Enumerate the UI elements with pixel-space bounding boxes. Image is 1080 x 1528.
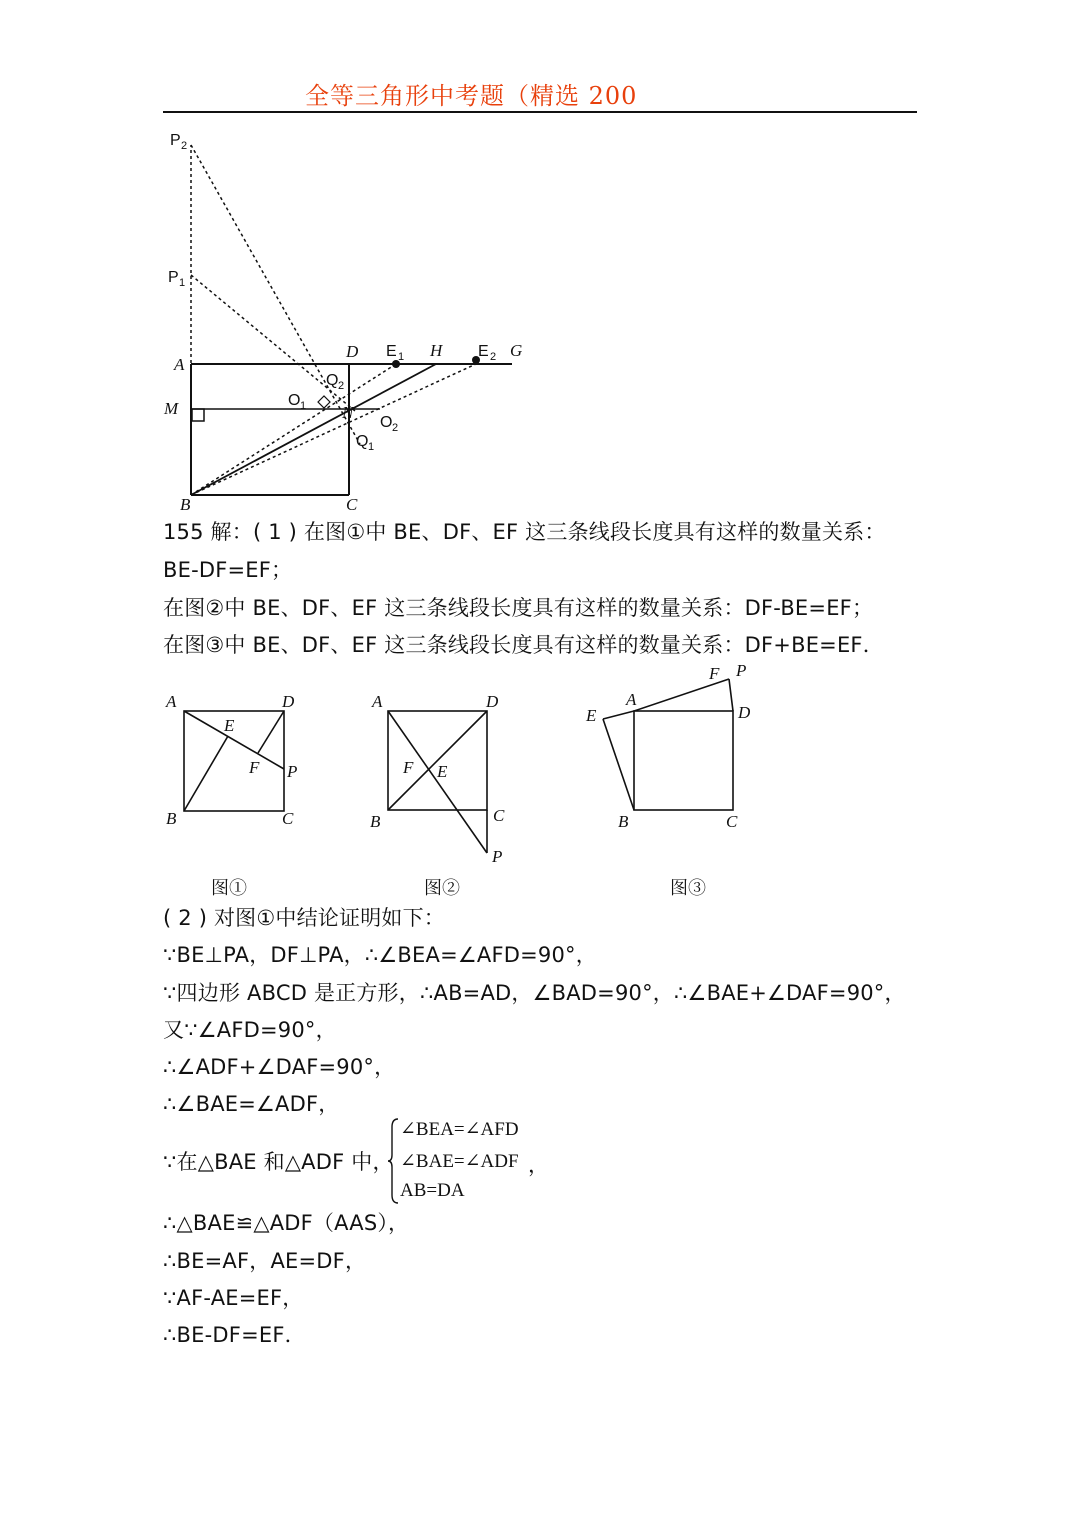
label-p1: P — [168, 269, 179, 286]
label-q2: Q — [326, 372, 339, 389]
fig1-label-b: B — [166, 809, 177, 828]
proof-line-6: ∴∠BAE=∠ADF， — [163, 1092, 340, 1116]
proof-line-11: ∴BE-DF=EF． — [163, 1323, 306, 1347]
fig2-label-p: P — [492, 847, 503, 866]
proof-line-1: ( 2 ) 对图①中结论证明如下： — [163, 906, 445, 930]
fig2-label-f: F — [403, 758, 414, 777]
fig1-label-a: A — [166, 692, 177, 711]
fig1-line-be — [184, 736, 228, 811]
fig2-caption: 图② — [424, 878, 460, 899]
label-e2: E — [478, 343, 489, 360]
proof-line-2: ∵BE⊥PA，DF⊥PA，∴∠BEA=∠AFD=90°， — [163, 943, 597, 967]
proof-line-8: ∴△BAE≌△ADF（AAS）， — [163, 1211, 410, 1235]
fig3-label-p: P — [736, 661, 747, 680]
label-b: B — [180, 495, 191, 514]
brace-line-3: AB=DA — [400, 1180, 465, 1201]
answer-line-4: 在图③中 BE、DF、EF 这三条线段长度具有这样的数量关系：DF+BE=EF． — [163, 633, 884, 657]
brace-line-1: ∠BEA=∠AFD — [400, 1119, 519, 1140]
label-p2: P — [170, 132, 181, 149]
label-e2-sub: 2 — [490, 351, 497, 363]
answer-line-3: 在图②中 BE、DF、EF 这三条线段长度具有这样的数量关系：DF-BE=EF； — [163, 596, 874, 620]
label-q1-sub: 1 — [368, 441, 375, 453]
label-q2-sub: 2 — [338, 380, 345, 392]
label-a: A — [174, 355, 185, 374]
fig1-label-f: F — [249, 758, 260, 777]
label-o2: O — [380, 414, 393, 431]
fig2-label-b: B — [370, 812, 381, 831]
fig2-label-c: C — [493, 806, 505, 825]
proof-line-5: ∴∠ADF+∠DAF=90°， — [163, 1055, 396, 1079]
label-p2-sub: 2 — [181, 140, 188, 152]
fig3-line-eb — [603, 719, 634, 810]
label-n: N — [342, 403, 354, 422]
label-q1: Q — [356, 433, 369, 450]
answer-line-1: 155 解：( 1 ) 在图①中 BE、DF、EF 这三条线段长度具有这样的数量关系： — [163, 520, 886, 544]
label-e1: E — [386, 343, 397, 360]
fig2-label-e: E — [437, 762, 448, 781]
fig1-caption: 图① — [211, 878, 247, 899]
fig3-label-f: F — [709, 664, 720, 683]
proof-line-7: ∵在△BAE 和△ADF 中， — [163, 1150, 394, 1174]
label-o1: O — [288, 392, 301, 409]
fig3-label-c: C — [726, 812, 738, 831]
fig1-line-df — [258, 711, 284, 753]
fig3-label-e: E — [586, 706, 597, 725]
fig2-label-a: A — [372, 692, 383, 711]
fig3-line-ap — [634, 679, 729, 711]
label-p1-sub: 1 — [179, 277, 186, 289]
fig1-label-p: P — [287, 762, 298, 781]
label-h: H — [430, 341, 443, 360]
brace-icon — [388, 1117, 400, 1205]
label-g: G — [510, 341, 523, 360]
fig3-line-ae — [603, 711, 634, 719]
fig2-line-ap — [388, 711, 487, 853]
label-m: M — [164, 399, 179, 418]
page-title: 全等三角形中考题（精选 200 — [305, 82, 638, 110]
brace-comma: ， — [528, 1153, 549, 1177]
brace-line-2: ∠BAE=∠ADF — [400, 1151, 519, 1172]
fig1-label-d: D — [282, 692, 295, 711]
proof-line-9: ∴BE=AF，AE=DF， — [163, 1249, 367, 1273]
proof-line-3: ∵四边形 ABCD 是正方形，∴AB=AD，∠BAD=90°，∴∠BAE+∠DAF=90°， — [163, 981, 906, 1005]
fig3-label-a: A — [626, 690, 637, 709]
fig3-label-d: D — [738, 703, 751, 722]
label-c: C — [346, 495, 358, 514]
label-e1-sub: 1 — [398, 351, 405, 363]
fig3-square — [634, 711, 733, 810]
answer-line-2: BE-DF=EF； — [163, 558, 293, 582]
fig2-label-d: D — [486, 692, 499, 711]
proof-line-4: 又∵∠AFD=90°， — [163, 1018, 337, 1042]
fig1-label-c: C — [282, 809, 294, 828]
label-o2-sub: 2 — [392, 422, 399, 434]
fig1-label-e: E — [224, 716, 235, 735]
fig3-label-b: B — [618, 812, 629, 831]
proof-line-10: ∵AF-AE=EF， — [163, 1286, 304, 1310]
label-o1-sub: 1 — [300, 400, 307, 412]
fig3-line-pd — [729, 679, 733, 711]
fig3-caption: 图③ — [670, 878, 706, 899]
label-d: D — [346, 342, 359, 361]
